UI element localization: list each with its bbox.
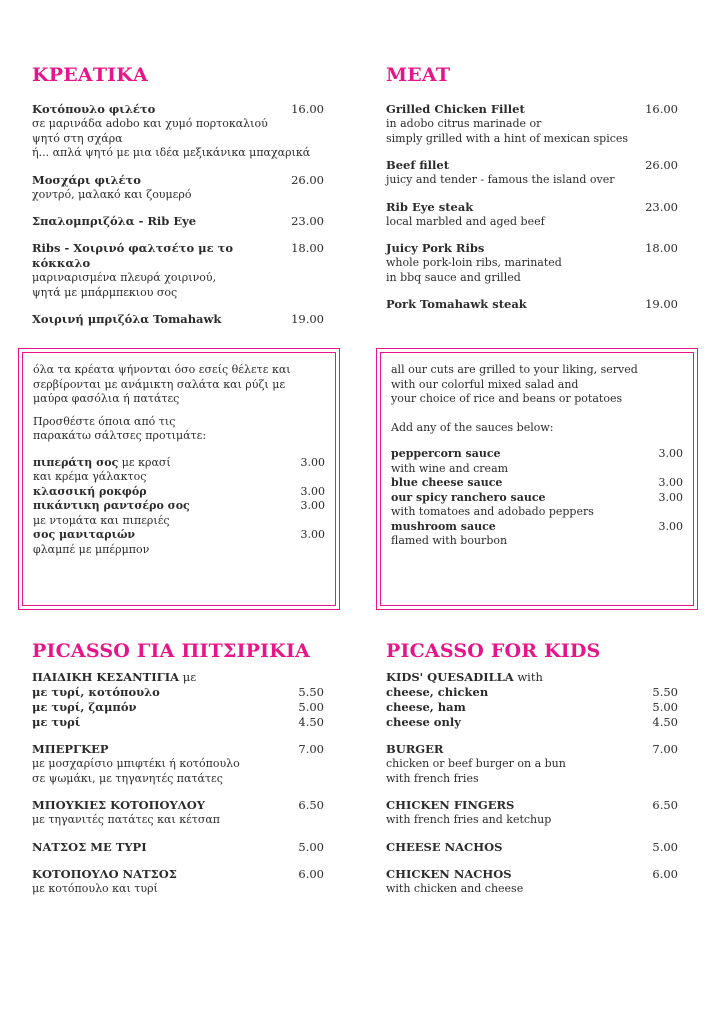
menu-item: [386, 158, 678, 188]
sauce-name: peppercorn sauce: [391, 447, 501, 460]
item-desc: με κοτόπουλο και τυρί: [32, 881, 158, 895]
sauce-desc: flamed with bourbon: [391, 534, 508, 547]
sauce-name-extra: με κρασί: [118, 455, 171, 469]
sauce-price: 3.00: [658, 490, 683, 504]
item-desc: with french fries: [386, 771, 479, 785]
menu-item: [32, 867, 324, 897]
item-name: Σπαλομπριζόλα - Rib Eye: [32, 214, 197, 228]
menu-item: [32, 241, 324, 300]
option-price: 4.50: [298, 715, 324, 729]
item-price: 5.00: [652, 839, 678, 854]
item-desc: ψητά με μπάρμπεκιου σος: [32, 285, 178, 299]
item-price: 5.00: [298, 839, 324, 854]
intro-line: σερβίρονται με ανάμικτη σαλάτα και ρύζι με: [33, 377, 286, 391]
option-price: 5.00: [652, 700, 678, 714]
prompt-line: παρακάτω σάλτσες προτιμάτε:: [33, 429, 207, 442]
menu-item: [386, 102, 678, 146]
item-name: CHICKEN FINGERS: [386, 798, 515, 812]
sauce-row: [391, 476, 683, 491]
sauce-row: [391, 491, 683, 506]
option-price: 5.50: [298, 685, 324, 699]
kids-section-english: [386, 640, 678, 908]
prompt-line: Προσθέστε όποια από τις: [33, 414, 176, 428]
item-desc: σε μαρινάδα adobo και χυμό πορτοκαλιού: [32, 117, 268, 130]
option-name: cheese, ham: [386, 700, 466, 714]
sauces-box-english: [376, 348, 698, 610]
item-desc: ή... απλά ψητό με μια ιδέα μεξικάνικα μπαχαρικά: [32, 146, 311, 159]
item-name: Κοτόπουλο φιλέτο: [32, 102, 156, 116]
item-price: 6.50: [652, 798, 678, 812]
item-desc: chicken or beef burger on a bun: [386, 757, 566, 770]
option-name: με τυρί, ζαμπόν: [32, 700, 137, 714]
item-price: 26.00: [645, 158, 678, 172]
sauces-content: [391, 363, 683, 549]
item-price: 16.00: [645, 102, 678, 116]
item-name: Rib Eye steak: [386, 199, 474, 214]
item-name: CHEESE NACHOS: [386, 839, 503, 854]
item-desc: juicy and tender - famous the island over: [386, 173, 615, 186]
menu-item: [32, 214, 324, 229]
prompt-line: Add any of the sauces below:: [391, 420, 554, 434]
item-desc: με τηγανιτές πατάτες και κέτσαπ: [32, 813, 221, 826]
item-name: KIDS' QUESADILLA: [386, 670, 514, 684]
item-price: 23.00: [645, 199, 678, 214]
sauce-row: [33, 499, 325, 514]
item-name: Pork Tomahawk steak: [386, 297, 527, 311]
sauce-desc: with tomatoes and adobado peppers: [391, 505, 594, 518]
item-price: 18.00: [645, 241, 678, 255]
meat-section-english: [386, 64, 678, 324]
intro-line: with our colorful mixed salad and: [391, 377, 579, 391]
sauce-row: [391, 520, 683, 535]
intro-line: your choice of rice and beans or potatoes: [391, 392, 623, 405]
meat-section-greek: [32, 64, 324, 339]
intro-line: μαύρα φασόλια ή πατάτες: [33, 392, 180, 405]
sauce-name: our spicy ranchero sauce: [391, 490, 546, 504]
sauces-content: [33, 363, 325, 557]
item-desc: simply grilled with a hint of mexican spices: [386, 131, 629, 145]
sauce-name: σος μανιταριών: [33, 528, 136, 541]
option-name: cheese only: [386, 715, 461, 729]
menu-item: [32, 840, 324, 855]
sauce-price: 3.00: [300, 499, 325, 512]
sauce-name: mushroom sauce: [391, 519, 496, 533]
sauce-row: [33, 528, 325, 543]
menu-item: [386, 742, 678, 786]
sauce-name: κλασσική ροκφόρ: [33, 484, 147, 498]
sauce-price: 3.00: [300, 528, 325, 541]
item-price: 19.00: [645, 297, 678, 311]
option-name: με τυρί, κοτόπουλο: [32, 685, 160, 699]
item-price: 7.00: [652, 742, 678, 756]
intro-line: all our cuts are grilled to your liking, served: [391, 363, 638, 376]
item-name: CHICKEN NACHOS: [386, 866, 512, 881]
item-name: ΜΠΟΥΚΙΕΣ ΚΟΤΟΠΟΥΛΟΥ: [32, 798, 205, 812]
item-name: Grilled Chicken Fillet: [386, 102, 525, 116]
item-name-extra: με: [179, 670, 197, 684]
sauce-price: 3.00: [658, 447, 683, 460]
sauce-row: [33, 485, 325, 500]
sauce-name: πικάντικη ραντσέρο σος: [33, 499, 190, 512]
item-price: 26.00: [291, 172, 324, 187]
section-heading: ΚΡΕΑΤΙΚΑ: [32, 64, 148, 86]
kids-section-greek: [32, 640, 324, 908]
item-desc: με μοσχαρίσιο μπιφτέκι ή κοτόπουλο: [32, 757, 240, 770]
item-price: 6.50: [298, 798, 324, 812]
item-price: 6.00: [298, 866, 324, 881]
option-name: με τυρί: [32, 715, 81, 729]
item-name: BURGER: [386, 742, 444, 756]
sauce-desc: φλαμπέ με μπέρμπον: [33, 542, 150, 556]
sauce-price: 3.00: [658, 476, 683, 489]
item-price: 7.00: [298, 742, 324, 756]
menu-item: [386, 867, 678, 897]
section-heading: PICASSO FOR KIDS: [386, 640, 601, 662]
sauces-box-greek: [18, 348, 340, 610]
item-desc: with chicken and cheese: [386, 881, 524, 895]
item-name: Ribs - Χοιρινό φαλτσέτο με το κόκκαλο: [32, 241, 234, 270]
sauce-row: [391, 447, 683, 462]
item-name: ΚΟΤΟΠΟΥΛΟ ΝΑΤΣΟΣ: [32, 866, 177, 881]
item-price: 6.00: [652, 866, 678, 881]
sauce-price: 3.00: [300, 455, 325, 469]
item-name: Beef fillet: [386, 158, 450, 172]
item-desc: whole pork-loin ribs, marinated: [386, 256, 562, 269]
item-price: 16.00: [291, 102, 324, 116]
menu-item: [386, 297, 678, 312]
item-desc: μαριναρισμένα πλευρά χοιρινού,: [32, 271, 217, 284]
menu-item: [32, 742, 324, 786]
item-name: ΜΠΕΡΓΚΕΡ: [32, 742, 109, 756]
menu-item: [386, 798, 678, 828]
sauce-name: πιπεράτη σος: [33, 455, 119, 469]
sauce-row: [33, 456, 325, 471]
menu-item: [386, 670, 678, 730]
sauce-desc: με ντομάτα και πιπεριές: [33, 513, 170, 527]
item-desc: local marbled and aged beef: [386, 214, 545, 228]
sauce-name: blue cheese sauce: [391, 476, 503, 489]
menu-item: [32, 312, 324, 327]
menu-item: [386, 241, 678, 285]
item-desc: σε ψωμάκι, με τηγανητές πατάτες: [32, 771, 223, 785]
option-name: cheese, chicken: [386, 685, 489, 699]
item-desc: ψητό στη σχάρα: [32, 131, 123, 145]
menu-item: [32, 798, 324, 828]
sauce-price: 3.00: [300, 484, 325, 498]
option-price: 5.00: [298, 700, 324, 714]
option-price: 5.50: [652, 685, 678, 699]
sauce-price: 3.00: [658, 519, 683, 533]
item-name: Μοσχάρι φιλέτο: [32, 172, 141, 187]
item-name-extra: with: [513, 670, 543, 684]
option-price: 4.50: [652, 715, 678, 729]
sauce-desc: και κρέμα γάλακτος: [33, 470, 147, 483]
intro-line: όλα τα κρέατα ψήνονται όσο εσείς θέλετε και: [33, 363, 291, 376]
menu-item: [32, 173, 324, 203]
item-desc: in adobo citrus marinade or: [386, 117, 542, 130]
item-price: 23.00: [291, 214, 324, 228]
item-name: Juicy Pork Ribs: [386, 241, 485, 255]
sauce-desc: with wine and cream: [391, 461, 509, 475]
item-price: 19.00: [291, 312, 324, 326]
section-heading: MEAT: [386, 64, 451, 86]
item-desc: with french fries and ketchup: [386, 813, 552, 826]
item-name: ΝΑΤΣΟΣ ΜΕ ΤΥΡΙ: [32, 839, 147, 854]
menu-item: [386, 840, 678, 855]
item-desc: χοντρό, μαλακό και ζουμερό: [32, 187, 192, 201]
menu-item: [32, 102, 324, 161]
item-desc: in bbq sauce and grilled: [386, 270, 521, 284]
menu-item: [386, 200, 678, 230]
menu-item: [32, 670, 324, 730]
item-price: 18.00: [291, 241, 324, 255]
item-name: ΠΑΙΔΙΚΗ ΚΕΣΑΝΤΙΓΙΑ: [32, 670, 180, 684]
item-name: Χοιρινή μπριζόλα Tomahawk: [32, 312, 222, 326]
section-heading: PICASSO ΓΙΑ ΠΙΤΣΙΡΙΚΙΑ: [32, 640, 310, 662]
